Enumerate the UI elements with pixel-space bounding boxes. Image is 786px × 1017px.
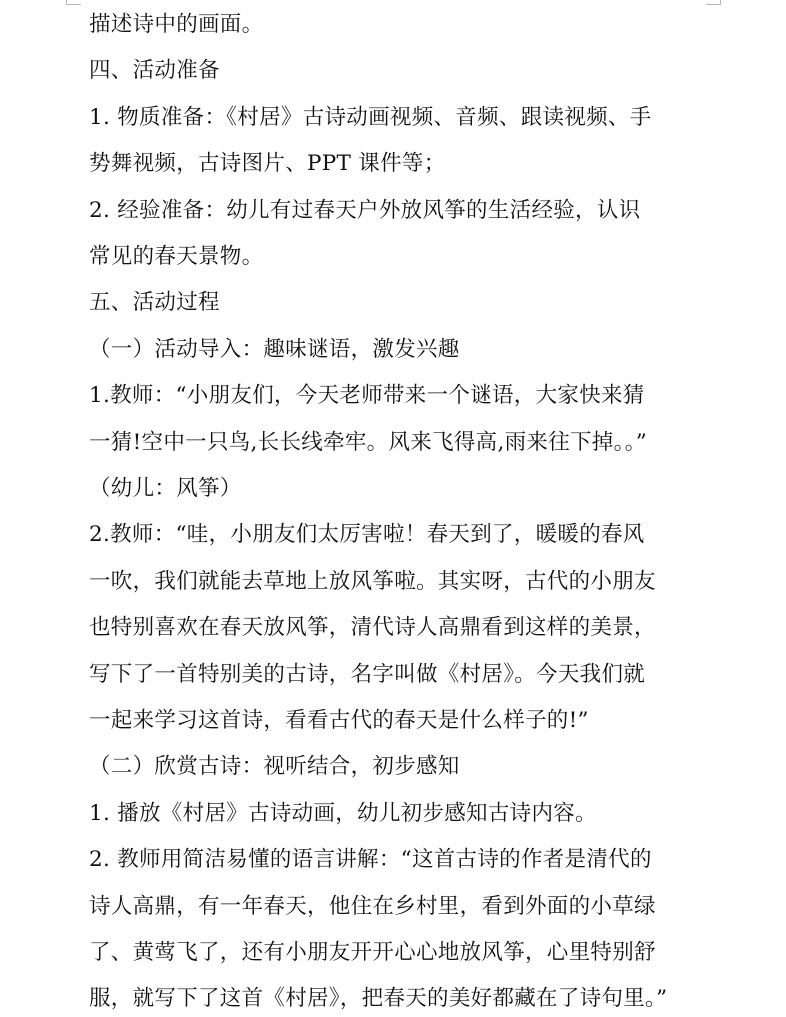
- paragraph-line: 2. 教师用简洁易懂的语言讲解：“这首古诗的作者是清代的: [89, 847, 652, 872]
- paragraph-line: 也特别喜欢在春天放风筝，清代诗人高鼎看到这样的美景，: [89, 615, 656, 640]
- paragraph-line: 1.教师：“小朋友们，今天老师带来一个谜语，大家快来猜: [89, 383, 645, 408]
- paragraph-line: 一吹，我们就能去草地上放风筝啦。其实呀，古代的小朋友: [89, 569, 656, 594]
- subsection-heading: （一）活动导入：趣味谜语，激发兴趣: [89, 337, 460, 362]
- paragraph-line: 描述诗中的画面。: [89, 12, 264, 37]
- subsection-heading: （二）欣赏古诗：视听结合，初步感知: [89, 754, 460, 779]
- page-corner-mark-left: [66, 0, 81, 5]
- paragraph-line: 了、黄莺飞了，还有小朋友开开心心地放风筝，心里特别舒: [89, 940, 656, 965]
- paragraph-line: （幼儿：风筝）: [89, 476, 242, 501]
- paragraph-line: 服，就写下了这首《村居》，把春天的美好都藏在了诗句里。”: [89, 986, 668, 1011]
- paragraph-line: 一猜!空中一只鸟,长长线牵牢。风来飞得高,雨来往下掉。。”: [89, 430, 648, 455]
- paragraph-line: 2.教师：“哇，小朋友们太厉害啦！春天到了，暖暖的春风: [89, 522, 645, 547]
- paragraph-line: 1. 播放《村居》古诗动画，幼儿初步感知古诗内容。: [89, 801, 597, 826]
- paragraph-line: 势舞视频，古诗图片、PPT 课件等；: [89, 151, 446, 176]
- section-heading: 五、活动过程: [89, 290, 220, 315]
- paragraph-line: 写下了一首特别美的古诗，名字叫做《村居》。今天我们就: [89, 662, 646, 687]
- paragraph-line: 2. 经验准备：幼儿有过春天户外放风筝的生活经验，认识: [89, 198, 641, 223]
- paragraph-line: 一起来学习这首诗，看看古代的春天是什么样子的!”: [89, 708, 589, 733]
- paragraph-line: 1. 物质准备：《村居》古诗动画视频、音频、跟读视频、手: [89, 105, 652, 130]
- page-corner-mark-right: [706, 0, 721, 5]
- section-heading: 四、活动准备: [89, 58, 220, 83]
- paragraph-line: 诗人高鼎，有一年春天，他住在乡村里，看到外面的小草绿: [89, 894, 656, 919]
- paragraph-line: 常见的春天景物。: [89, 244, 264, 269]
